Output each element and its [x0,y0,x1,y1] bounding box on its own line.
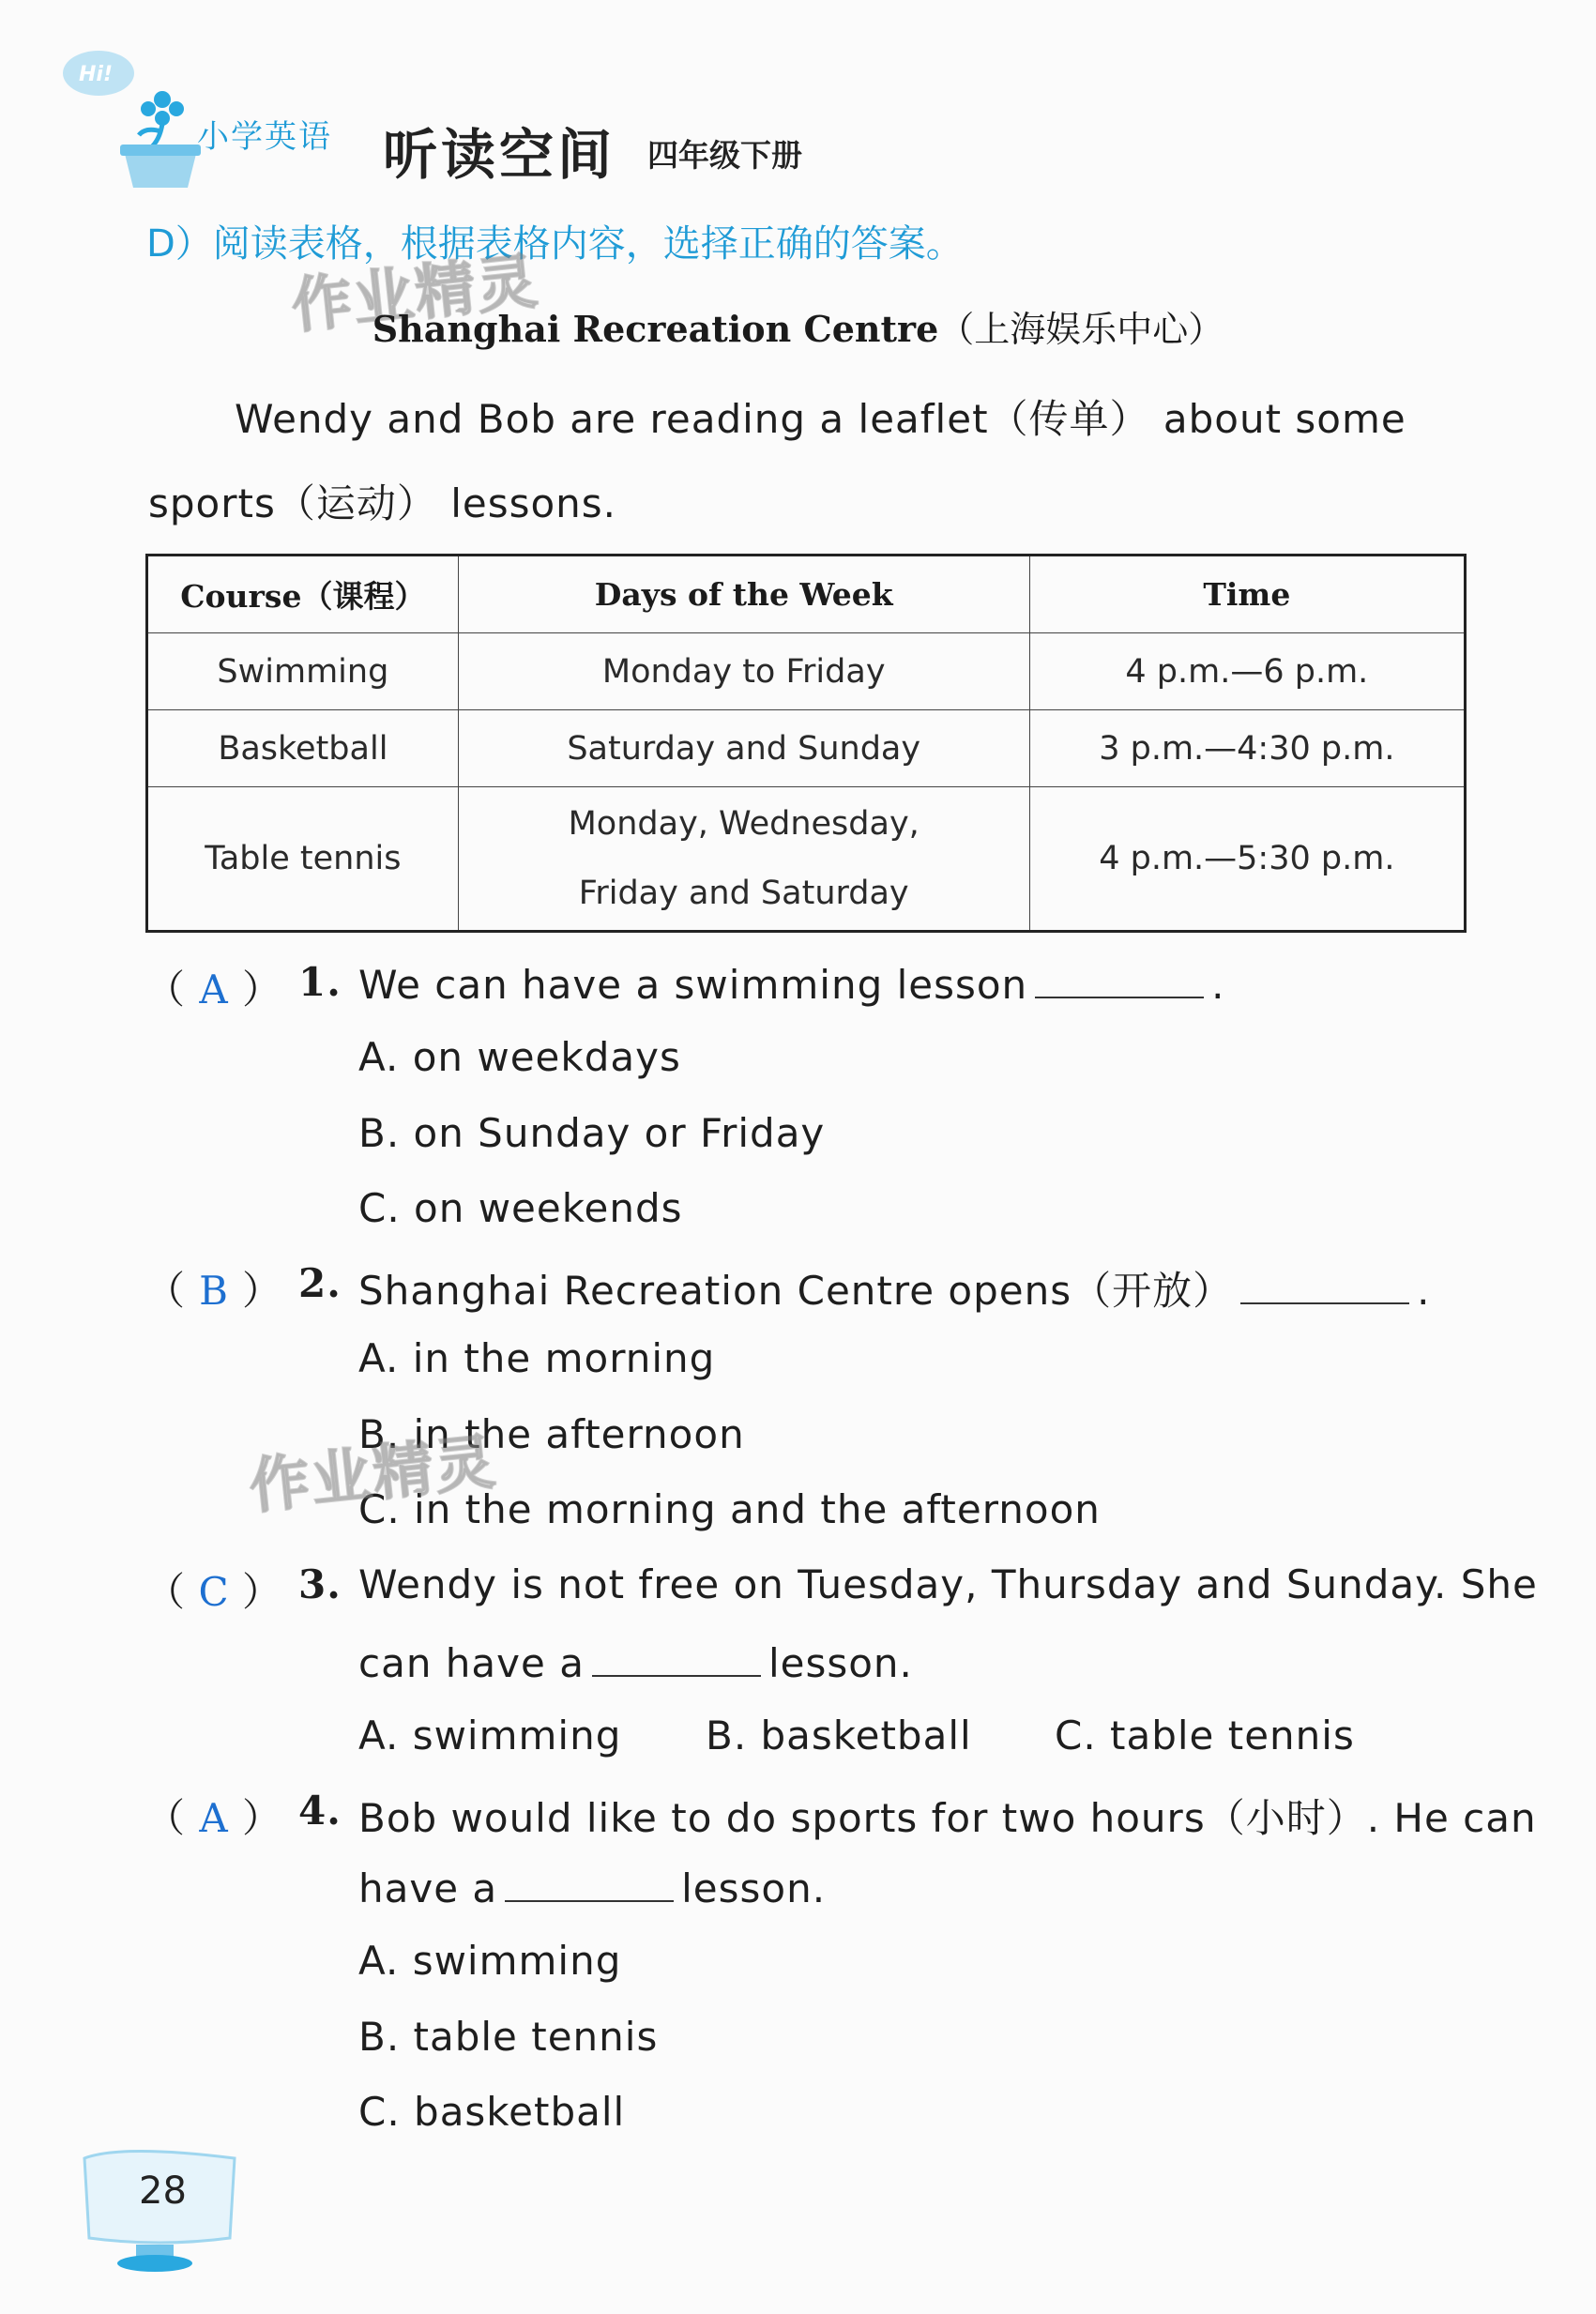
watermark: 作业精灵 [246,1427,500,1523]
column-header-time: Time [1029,556,1465,633]
question-number: 2. [298,1260,342,1306]
course-schedule-table [145,554,1467,933]
cell-time: 4 p.m.—5:30 p.m. [1029,787,1465,932]
option: B. in the afternoon [358,1411,745,1457]
header-series-title: 听读空间 [383,123,616,187]
question-number: 1. [298,959,342,1005]
cell-course: Table tennis [147,787,459,932]
cell-time: 4 p.m.—6 p.m. [1029,633,1465,710]
option: A. swimming [358,1713,622,1758]
answer-blank [505,1863,674,1902]
question-number: 3. [298,1561,342,1607]
question-stem: We can have a swimming lesson [358,962,1028,1008]
option: B. table tennis [358,2014,659,2060]
passage-title-en: Shanghai Recreation Centre [372,308,939,350]
hi-badge-text: Hi! [79,63,113,86]
question-stem: Wendy is not free on Tuesday, Thursday and Sunday. She [358,1561,1538,1607]
intro-paragraph [148,377,1462,546]
table-row [147,633,1466,710]
table-row [147,787,1466,932]
option: B. basketball [706,1713,972,1758]
page-number: 28 [139,2169,187,2213]
answer-blank [1035,959,1204,998]
question-stem: Shanghai Recreation Centre opens（开放） [358,1268,1234,1314]
option: A. in the morning [358,1335,716,1381]
option: C. table tennis [1055,1713,1355,1758]
header-grade: 四年级下册 [647,137,802,174]
option: A. on weekdays [358,1034,681,1080]
cell-days-line-2: Friday and Saturday [578,875,909,912]
answer-3: C [198,1569,230,1615]
option: C. basketball [358,2089,626,2135]
cell-course: Swimming [147,633,459,710]
cell-time: 3 p.m.—4:30 p.m. [1029,710,1465,787]
watermark: 作业精灵 [288,247,542,343]
intro-line-1: Wendy and Bob are reading a leaflet（传单） about some [235,396,1406,442]
cell-days: Monday to Friday [458,633,1029,710]
cell-days [458,787,1029,932]
header-subject: 小学英语 [197,118,332,156]
cell-days: Saturday and Sunday [458,710,1029,787]
answer-1: A [199,967,229,1012]
question-number: 4. [298,1788,342,1834]
answer-4: A [199,1795,229,1841]
question-stem-continued: can have a lesson. [358,1637,913,1686]
cell-days-line-1: Monday, Wednesday, [568,805,920,843]
option: C. in the morning and the afternoon [358,1486,1101,1532]
intro-line-2: sports（运动） lessons. [148,480,617,526]
option: C. on weekends [358,1185,683,1231]
column-header-days: Days of the Week [458,556,1029,633]
question-stem: Bob would like to do sports for two hours（小时）. He can [358,1795,1537,1841]
question-stem-continued: have a lesson. [358,1863,826,1911]
answer-2: B [199,1268,229,1314]
section-instruction: D）阅读表格，根据表格内容，选择正确的答案。 [146,222,964,266]
table-header-row [147,556,1466,633]
answer-blank [1240,1265,1409,1304]
workbook-page: Hi! 小学英语 听读空间 四年级下册 D）阅读表格，根据表格内容，选择正确的答案。 作业精灵 Shanghai Recreation Centre（上海娱乐中心） Wendy and Bob are reading a leaflet（传单） about some sports（运动） lessons. Course（课程） Days of the Week Time Swimming Monday to Friday 4 p.m.—6 p.m. Basketball Saturday and Sunday 3 p.m.—4:30 p.m. Table tennis Monday, Wednesday, Friday and Saturday 4 p.m.—5:30 p.m. （ A ） 1. We can have a swimming lesson . A. on weekdays B. on Sunday or Friday C. on weekends （ B ） 2. Shanghai Recreation Centre opens（开放） . A. in the morning B. in the afternoon C. in the morning and the afternoon 作业精灵 （ C ） 3. Wendy is not free on Tuesday, Thursday and Sunday. She can have a lesson. A. swimming B. basketball C. table tennis （ A ） 4. Bob would like to do sports for two hours（小时）. He can have a lesson. A. swimming B. table tennis C. basketball 28 [0,0,1596,2314]
column-header-course: Course（课程） [147,556,459,633]
option: A. swimming [358,1938,622,1984]
cell-course: Basketball [147,710,459,787]
option: B. on Sunday or Friday [358,1110,826,1156]
table-row [147,710,1466,787]
passage-title-cn: （上海娱乐中心） [938,309,1224,350]
passage-title [0,300,1596,352]
answer-blank [592,1637,761,1677]
